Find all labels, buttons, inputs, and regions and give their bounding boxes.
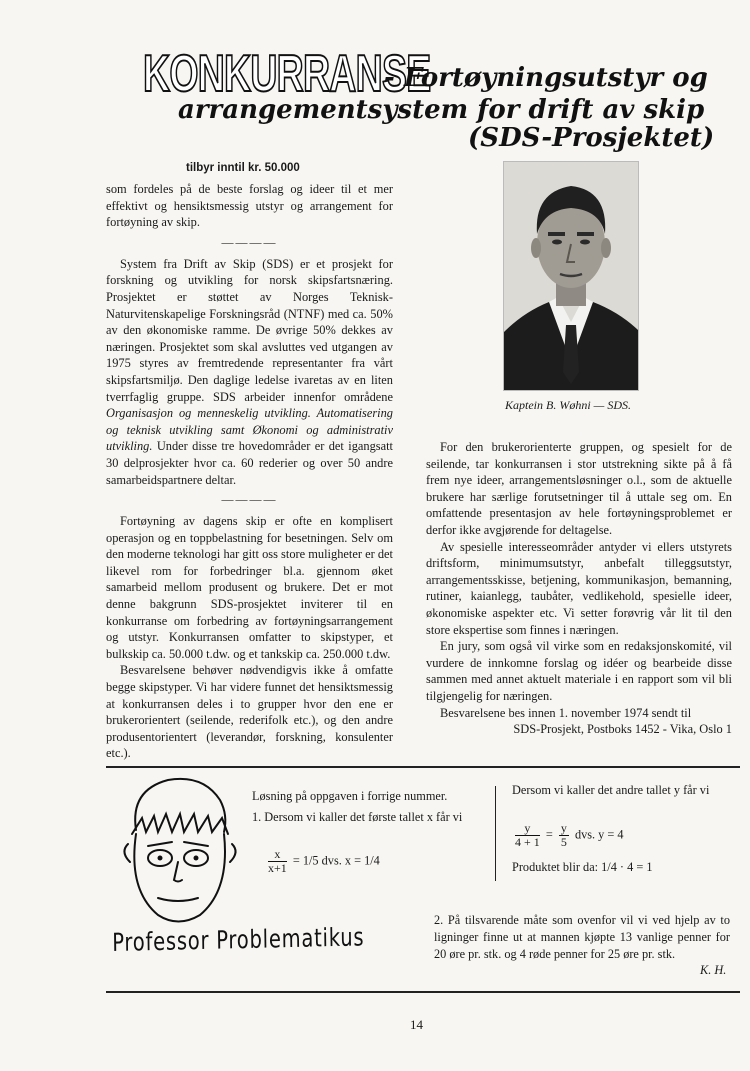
section-divider-bottom: [106, 991, 740, 993]
headline-line-3: (SDS-Prosjektet): [468, 123, 715, 153]
photo-caption: Kaptein B. Wøhni — SDS.: [505, 398, 631, 412]
portrait-photo: [503, 161, 639, 391]
sds-areas-italic: Organisasjon og menneskelig utvikling. Automatisering og teknisk utvikling samt Økonomi og administrativ utvikling.: [106, 406, 393, 454]
puzzle-col2-intro: Dersom vi kaller det andre tallet y får vi: [512, 783, 710, 797]
professor-signature: Professor Problematikus: [112, 922, 365, 957]
eq2-equals: =: [545, 827, 553, 842]
section-separator-2: ————: [221, 492, 278, 507]
portrait-illustration: [504, 162, 638, 390]
puzzle-step-1: 1. Dersom vi kaller det første tallet x får vi: [252, 810, 463, 824]
mooring-paragraph: Fortøyning av dagens skip er ofte en komplisert operasjon og en toppbelastning for besetningen. Selv om den moderne teknologi har gitt oss store muligheter er det likevel rom for forbedringer bl.a. gjennom øket samarbeid mellom produsent og brukere. Det er mot denne bakgrunn SDS-prosjektet inviterer til en konkurranse om forbedring av fortøyningsarrangement og utstyr. Konkurransen omfatter to skipstyper, et bulkskip ca. 50.000 t.dw. og et tankskip ca. 250.000 t.dw.: [106, 514, 393, 661]
prize-amount: tilbyr inntil kr. 50.000: [186, 162, 300, 174]
equation-2-fraction-b: [559, 822, 569, 849]
sds-description-tail: Under disse tre hovedområder er det igangsatt 30 delprosjekter hvor ca. 60 rederier og over 50 andre samarbeidspartnere deltar.: [106, 439, 393, 487]
eq1-numerator: x: [268, 848, 287, 862]
section-divider-top: [106, 766, 740, 768]
sds-description-paragraph: [106, 256, 393, 488]
professor-cartoon: [108, 770, 248, 930]
competition-headline-word: KONKURRANSE: [143, 45, 431, 103]
puzzle-intro: Løsning på oppgaven i forrige nummer.: [252, 789, 448, 803]
professor-face-drawing: [108, 770, 248, 930]
equation-2: [512, 822, 624, 849]
eq2-numerator-b: y: [560, 821, 567, 835]
eq2-denominator-a: 4 + 1: [515, 835, 540, 849]
eq1-result: = 1/5 dvs. x = 1/4: [292, 853, 380, 868]
headline-line-1: - Fortøyningsutstyr og: [384, 63, 708, 93]
equation-1-fraction: [268, 848, 287, 875]
equation-2-fraction-a: [515, 822, 540, 849]
eq2-numerator-a: y: [515, 822, 540, 836]
jury-paragraph: En jury, som også vil virke som en redaksjonskomité, vil vurdere de innkomne forslag og idéer og bearbeide disse sammen med annet aktuelt materiale i en rapport som vil bli tilgjengelig for næringen.: [426, 639, 732, 703]
headline-line-2: arrangementsystem for drift av skip: [178, 95, 705, 125]
interest-areas-paragraph: Av spesielle interesseområder antyder vi ellers utstyrets driftsform, minimumsutstyr, anbefalt tilleggsutstyr, arrangementsskisse, betjening, kommunikasjon, bemanning, rutiner, kaianlegg, taubåter, vedlikehold, spesielle ideer, økonomiske aspekter etc. Vi setter forøvrig vår lit til den store ekspertise som finnes i næringen.: [426, 539, 732, 637]
sds-description-text: System fra Drift av Skip (SDS) er et prosjekt for forskning og utvikling for norsk skipsfartsnæring. Prosjektet er støttet av Norges Teknisk-Naturvitenskapelige Forskningsråd (NTNF) med ca. 50% av den økonomiske ramme. De øvrige 50% dekkes av næringen. Prosjektet som skal avsluttes ved utgangen av 1975 styres av fremtredende representanter fra vårt skipsfartsmiljø. Den daglige ledelse ivaretas av en liten tverrfaglig gruppe. SDS arbeider innenfor områdene: [106, 256, 393, 404]
puzzle-signature: K. H.: [700, 963, 727, 977]
puzzle-product: Produktet blir da: 1/4 · 4 = 1: [512, 860, 653, 874]
answers-paragraph: Besvarelsene behøver nødvendigvis ikke å omfatte begge skipstyper. Vi har videre funnet det hensiktsmessig at konkurransen deles i to grupper hvor den ene er brukerorientert (seilende, rederifolk etc.), og den andre produsentorientert (leverandør, forskning, konsulenter etc.).: [106, 663, 393, 761]
intro-paragraph: som fordeles på de beste forslag og ideer til et mer effektivt og hensiktsmessig utstyr og arrangement for fortøyning av skip.: [106, 182, 393, 230]
deadline-paragraph: Besvarelsene bes innen 1. november 1974 sendt til: [440, 705, 692, 720]
puzzle-step-2: 2. På tilsvarende måte som ovenfor vil vi ved hjelp av to ligninger finne ut at mannen kjøpte 13 vanlige penner for 20 øre pr. stk. og 4 røde penner for 25 øre pr. stk.: [434, 913, 730, 961]
puzzle-column-divider: [495, 786, 496, 881]
eq2-result: dvs. y = 4: [574, 827, 624, 842]
section-separator: ————: [221, 234, 278, 249]
left-column: [106, 181, 393, 762]
right-column: [426, 439, 732, 738]
page-number: 14: [410, 1017, 423, 1032]
equation-1: [265, 848, 380, 875]
eq2-denominator-b: 5: [560, 835, 567, 849]
eq1-denominator: x+1: [268, 861, 287, 875]
postal-address: SDS-Prosjekt, Postboks 1452 - Vika, Oslo 1: [513, 722, 732, 737]
user-group-paragraph: For den brukerorienterte gruppen, og spesielt for de seilende, tar konkurransen i stor utstrekning sikte på å få frem nye ideer, arrangementsløsninger o.l., som de aktuelle brukere har særlige forutsetninger til å uttale seg om. En omfattende presentasjon av hele fortøyningsproblemet er derfor ikke avgjørende for deltagelse.: [426, 440, 732, 537]
